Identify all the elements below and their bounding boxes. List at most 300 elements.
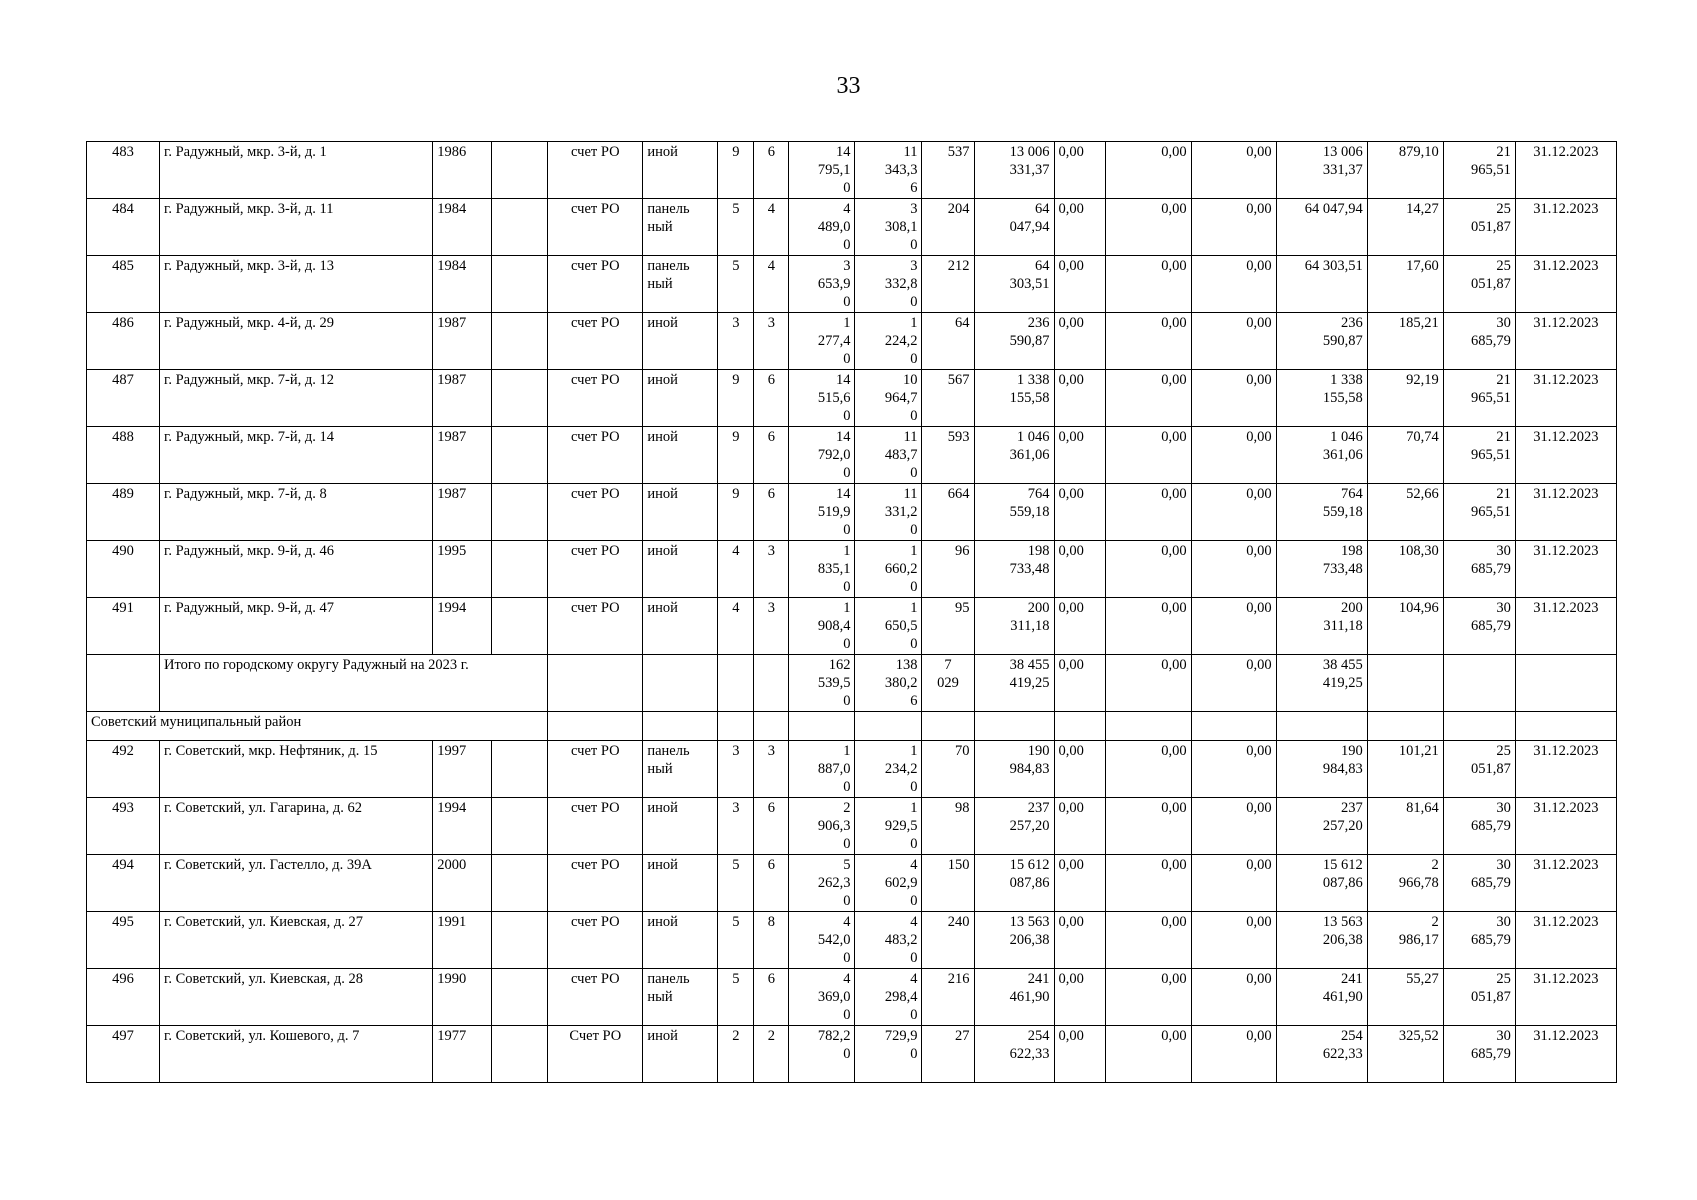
residents-cell: 212 <box>922 256 974 313</box>
empty-cell <box>492 541 548 598</box>
limit-per-m2-cell: 30 685,79 <box>1443 541 1515 598</box>
fund-federal-cell: 0,00 <box>1054 256 1105 313</box>
cost-total-cell: 254 622,33 <box>974 1026 1054 1083</box>
total-area-cell: 4 542,0 0 <box>789 912 855 969</box>
floors-cell: 5 <box>718 256 754 313</box>
empty-cell <box>87 655 160 712</box>
living-area-cell: 4 602,9 0 <box>855 855 922 912</box>
account-cell: счет РО <box>548 199 643 256</box>
empty-cell <box>492 1026 548 1083</box>
fund-local-cell: 0,00 <box>1191 313 1276 370</box>
total-area-cell: 14 792,0 0 <box>789 427 855 484</box>
year-cell: 1987 <box>433 484 492 541</box>
year-cell: 1990 <box>433 969 492 1026</box>
fund-local-cell: 0,00 <box>1191 969 1276 1026</box>
fund-local-cell: 0,00 <box>1191 256 1276 313</box>
deadline-cell: 31.12.2023 <box>1515 199 1616 256</box>
floors-cell: 5 <box>718 912 754 969</box>
empty-cell <box>492 199 548 256</box>
empty-cell <box>789 712 855 741</box>
empty-cell <box>492 798 548 855</box>
cost-total-cell: 1 046 361,06 <box>974 427 1054 484</box>
table-row <box>87 741 1617 798</box>
fund-owners-cell: 236 590,87 <box>1276 313 1367 370</box>
year-cell: 1986 <box>433 142 492 199</box>
wall-material-cell: иной <box>643 313 718 370</box>
entrances-cell: 2 <box>754 1026 789 1083</box>
deadline-cell: 31.12.2023 <box>1515 370 1616 427</box>
entrances-cell: 6 <box>754 427 789 484</box>
fund-regional-cell: 0,00 <box>1105 541 1191 598</box>
wall-material-cell: панель ный <box>643 969 718 1026</box>
fund-federal-cell: 0,00 <box>1054 313 1105 370</box>
table-row <box>87 912 1617 969</box>
fund-owners-cell: 200 311,18 <box>1276 598 1367 655</box>
cost-per-m2-cell: 101,21 <box>1367 741 1443 798</box>
wall-material-cell: иной <box>643 484 718 541</box>
fund-federal-cell: 0,00 <box>1054 427 1105 484</box>
row-number: 493 <box>87 798 160 855</box>
total-area-cell: 14 795,1 0 <box>789 142 855 199</box>
total-area-cell: 2 906,3 0 <box>789 798 855 855</box>
wall-material-cell: иной <box>643 427 718 484</box>
fund-federal-cell: 0,00 <box>1054 370 1105 427</box>
fund-regional-cell: 0,00 <box>1105 912 1191 969</box>
fund-federal-cell: 0,00 <box>1054 199 1105 256</box>
limit-per-m2-cell: 25 051,87 <box>1443 256 1515 313</box>
wall-material-cell: панель ный <box>643 741 718 798</box>
residents-cell: 567 <box>922 370 974 427</box>
residents-cell: 70 <box>922 741 974 798</box>
limit-per-m2-cell: 21 965,51 <box>1443 484 1515 541</box>
total-area-cell: 4 489,0 0 <box>789 199 855 256</box>
account-cell: счет РО <box>548 142 643 199</box>
entrances-cell: 3 <box>754 598 789 655</box>
address-cell: г. Советский, ул. Киевская, д. 28 <box>160 969 433 1026</box>
residents-cell: 593 <box>922 427 974 484</box>
empty-cell <box>548 712 643 741</box>
limit-per-m2-cell: 21 965,51 <box>1443 427 1515 484</box>
floors-cell: 2 <box>718 1026 754 1083</box>
address-cell: г. Радужный, мкр. 9-й, д. 46 <box>160 541 433 598</box>
floors-cell: 4 <box>718 541 754 598</box>
table-body <box>87 142 1617 1083</box>
floors-cell: 3 <box>718 741 754 798</box>
table-row <box>87 484 1617 541</box>
entrances-cell: 4 <box>754 199 789 256</box>
cost-per-m2-cell: 55,27 <box>1367 969 1443 1026</box>
address-cell: г. Советский, ул. Киевская, д. 27 <box>160 912 433 969</box>
row-number: 485 <box>87 256 160 313</box>
entrances-cell: 4 <box>754 256 789 313</box>
cost-total-cell: 1 338 155,58 <box>974 370 1054 427</box>
fund-regional-cell: 0,00 <box>1105 798 1191 855</box>
fund-owners-cell: 38 455 419,25 <box>1276 655 1367 712</box>
account-cell: Счет РО <box>548 1026 643 1083</box>
fund-local-cell: 0,00 <box>1191 912 1276 969</box>
account-cell: счет РО <box>548 313 643 370</box>
table-row <box>87 427 1617 484</box>
fund-owners-cell: 198 733,48 <box>1276 541 1367 598</box>
total-area-cell: 14 519,9 0 <box>789 484 855 541</box>
wall-material-cell: иной <box>643 1026 718 1083</box>
row-number: 496 <box>87 969 160 1026</box>
empty-cell <box>1276 712 1367 741</box>
row-number: 484 <box>87 199 160 256</box>
floors-cell: 9 <box>718 484 754 541</box>
fund-federal-cell: 0,00 <box>1054 855 1105 912</box>
cost-per-m2-cell: 70,74 <box>1367 427 1443 484</box>
year-cell: 2000 <box>433 855 492 912</box>
wall-material-cell: иной <box>643 370 718 427</box>
cost-total-cell: 237 257,20 <box>974 798 1054 855</box>
empty-cell <box>492 741 548 798</box>
deadline-cell: 31.12.2023 <box>1515 798 1616 855</box>
empty-cell <box>1367 655 1443 712</box>
row-number: 497 <box>87 1026 160 1083</box>
limit-per-m2-cell: 30 685,79 <box>1443 855 1515 912</box>
cost-per-m2-cell: 108,30 <box>1367 541 1443 598</box>
residents-cell: 96 <box>922 541 974 598</box>
limit-per-m2-cell: 21 965,51 <box>1443 142 1515 199</box>
wall-material-cell: иной <box>643 142 718 199</box>
living-area-cell: 138 380,2 6 <box>855 655 922 712</box>
empty-cell <box>718 655 754 712</box>
year-cell: 1991 <box>433 912 492 969</box>
row-number: 486 <box>87 313 160 370</box>
year-cell: 1995 <box>433 541 492 598</box>
fund-regional-cell: 0,00 <box>1105 313 1191 370</box>
table-row <box>87 256 1617 313</box>
limit-per-m2-cell: 30 685,79 <box>1443 912 1515 969</box>
deadline-cell: 31.12.2023 <box>1515 313 1616 370</box>
address-cell: г. Радужный, мкр. 7-й, д. 14 <box>160 427 433 484</box>
fund-owners-cell: 241 461,90 <box>1276 969 1367 1026</box>
fund-local-cell: 0,00 <box>1191 427 1276 484</box>
deadline-cell: 31.12.2023 <box>1515 912 1616 969</box>
fund-federal-cell: 0,00 <box>1054 1026 1105 1083</box>
fund-federal-cell: 0,00 <box>1054 655 1105 712</box>
empty-cell <box>643 712 718 741</box>
year-cell: 1994 <box>433 798 492 855</box>
empty-cell <box>548 655 643 712</box>
row-number: 489 <box>87 484 160 541</box>
limit-per-m2-cell: 30 685,79 <box>1443 798 1515 855</box>
limit-per-m2-cell: 25 051,87 <box>1443 199 1515 256</box>
table-row <box>87 313 1617 370</box>
row-number: 492 <box>87 741 160 798</box>
total-area-cell: 1 277,4 0 <box>789 313 855 370</box>
year-cell: 1987 <box>433 313 492 370</box>
total-area-cell: 1 908,4 0 <box>789 598 855 655</box>
empty-cell <box>492 484 548 541</box>
address-cell: г. Радужный, мкр. 4-й, д. 29 <box>160 313 433 370</box>
entrances-cell: 3 <box>754 741 789 798</box>
limit-per-m2-cell: 30 685,79 <box>1443 313 1515 370</box>
account-cell: счет РО <box>548 598 643 655</box>
row-number: 483 <box>87 142 160 199</box>
year-cell: 1994 <box>433 598 492 655</box>
entrances-cell: 6 <box>754 370 789 427</box>
fund-federal-cell: 0,00 <box>1054 484 1105 541</box>
deadline-cell: 31.12.2023 <box>1515 969 1616 1026</box>
year-cell: 1987 <box>433 427 492 484</box>
living-area-cell: 11 343,3 6 <box>855 142 922 199</box>
cost-per-m2-cell: 14,27 <box>1367 199 1443 256</box>
empty-cell <box>492 427 548 484</box>
living-area-cell: 4 483,2 0 <box>855 912 922 969</box>
fund-regional-cell: 0,00 <box>1105 1026 1191 1083</box>
limit-per-m2-cell: 25 051,87 <box>1443 969 1515 1026</box>
fund-local-cell: 0,00 <box>1191 199 1276 256</box>
total-row <box>87 655 1617 712</box>
account-cell: счет РО <box>548 969 643 1026</box>
deadline-cell: 31.12.2023 <box>1515 1026 1616 1083</box>
limit-per-m2-cell: 30 685,79 <box>1443 1026 1515 1083</box>
cost-total-cell: 190 984,83 <box>974 741 1054 798</box>
address-cell: г. Радужный, мкр. 3-й, д. 13 <box>160 256 433 313</box>
empty-cell <box>1105 712 1191 741</box>
cost-per-m2-cell: 325,52 <box>1367 1026 1443 1083</box>
total-area-cell: 5 262,3 0 <box>789 855 855 912</box>
residents-cell: 98 <box>922 798 974 855</box>
total-area-cell: 3 653,9 0 <box>789 256 855 313</box>
fund-local-cell: 0,00 <box>1191 798 1276 855</box>
address-cell: г. Радужный, мкр. 7-й, д. 12 <box>160 370 433 427</box>
fund-owners-cell: 254 622,33 <box>1276 1026 1367 1083</box>
wall-material-cell: иной <box>643 912 718 969</box>
cost-per-m2-cell: 879,10 <box>1367 142 1443 199</box>
total-area-cell: 4 369,0 0 <box>789 969 855 1026</box>
table-row <box>87 969 1617 1026</box>
cost-total-cell: 13 006 331,37 <box>974 142 1054 199</box>
table-row <box>87 370 1617 427</box>
empty-cell <box>1443 655 1515 712</box>
residents-cell: 27 <box>922 1026 974 1083</box>
empty-cell <box>1191 712 1276 741</box>
fund-regional-cell: 0,00 <box>1105 427 1191 484</box>
living-area-cell: 1 929,5 0 <box>855 798 922 855</box>
cost-total-cell: 764 559,18 <box>974 484 1054 541</box>
deadline-cell: 31.12.2023 <box>1515 142 1616 199</box>
fund-regional-cell: 0,00 <box>1105 484 1191 541</box>
fund-regional-cell: 0,00 <box>1105 370 1191 427</box>
cost-total-cell: 38 455 419,25 <box>974 655 1054 712</box>
fund-local-cell: 0,00 <box>1191 541 1276 598</box>
table-row <box>87 798 1617 855</box>
floors-cell: 5 <box>718 199 754 256</box>
wall-material-cell: панель ный <box>643 256 718 313</box>
limit-per-m2-cell: 21 965,51 <box>1443 370 1515 427</box>
fund-local-cell: 0,00 <box>1191 655 1276 712</box>
fund-federal-cell: 0,00 <box>1054 912 1105 969</box>
living-area-cell: 3 308,1 0 <box>855 199 922 256</box>
address-cell: г. Радужный, мкр. 3-й, д. 11 <box>160 199 433 256</box>
row-number: 491 <box>87 598 160 655</box>
wall-material-cell: иной <box>643 541 718 598</box>
fund-federal-cell: 0,00 <box>1054 798 1105 855</box>
empty-cell <box>492 370 548 427</box>
empty-cell <box>492 969 548 1026</box>
deadline-cell: 31.12.2023 <box>1515 598 1616 655</box>
deadline-cell: 31.12.2023 <box>1515 484 1616 541</box>
address-cell: г. Радужный, мкр. 3-й, д. 1 <box>160 142 433 199</box>
year-cell: 1984 <box>433 199 492 256</box>
residents-cell: 664 <box>922 484 974 541</box>
cost-total-cell: 198 733,48 <box>974 541 1054 598</box>
table-row <box>87 598 1617 655</box>
account-cell: счет РО <box>548 484 643 541</box>
fund-federal-cell: 0,00 <box>1054 541 1105 598</box>
empty-cell <box>974 712 1054 741</box>
living-area-cell: 1 650,5 0 <box>855 598 922 655</box>
residents-cell: 204 <box>922 199 974 256</box>
fund-owners-cell: 1 046 361,06 <box>1276 427 1367 484</box>
floors-cell: 3 <box>718 798 754 855</box>
year-cell: 1997 <box>433 741 492 798</box>
empty-cell <box>1515 712 1616 741</box>
fund-regional-cell: 0,00 <box>1105 598 1191 655</box>
fund-regional-cell: 0,00 <box>1105 855 1191 912</box>
living-area-cell: 1 234,2 0 <box>855 741 922 798</box>
living-area-cell: 3 332,8 0 <box>855 256 922 313</box>
row-number: 488 <box>87 427 160 484</box>
limit-per-m2-cell: 30 685,79 <box>1443 598 1515 655</box>
fund-local-cell: 0,00 <box>1191 370 1276 427</box>
wall-material-cell: панель ный <box>643 199 718 256</box>
section-title: Советский муниципальный район <box>87 712 548 741</box>
living-area-cell: 1 224,2 0 <box>855 313 922 370</box>
cost-total-cell: 200 311,18 <box>974 598 1054 655</box>
empty-cell <box>492 912 548 969</box>
cost-total-cell: 15 612 087,86 <box>974 855 1054 912</box>
account-cell: счет РО <box>548 912 643 969</box>
empty-cell <box>643 655 718 712</box>
year-cell: 1977 <box>433 1026 492 1083</box>
year-cell: 1984 <box>433 256 492 313</box>
row-number: 494 <box>87 855 160 912</box>
fund-owners-cell: 15 612 087,86 <box>1276 855 1367 912</box>
limit-per-m2-cell: 25 051,87 <box>1443 741 1515 798</box>
total-label: Итого по городскому округу Радужный на 2023 г. <box>160 655 548 712</box>
fund-local-cell: 0,00 <box>1191 142 1276 199</box>
table-row <box>87 1026 1617 1083</box>
floors-cell: 5 <box>718 855 754 912</box>
empty-cell <box>1367 712 1443 741</box>
residents-cell: 537 <box>922 142 974 199</box>
entrances-cell: 8 <box>754 912 789 969</box>
cost-per-m2-cell: 104,96 <box>1367 598 1443 655</box>
empty-cell <box>1443 712 1515 741</box>
address-cell: г. Советский, ул. Кошевого, д. 7 <box>160 1026 433 1083</box>
cost-per-m2-cell: 2 986,17 <box>1367 912 1443 969</box>
empty-cell <box>754 655 789 712</box>
account-cell: счет РО <box>548 370 643 427</box>
empty-cell <box>492 855 548 912</box>
account-cell: счет РО <box>548 798 643 855</box>
account-cell: счет РО <box>548 855 643 912</box>
entrances-cell: 6 <box>754 969 789 1026</box>
entrances-cell: 3 <box>754 313 789 370</box>
fund-regional-cell: 0,00 <box>1105 969 1191 1026</box>
section-header-row <box>87 712 1617 741</box>
cost-total-cell: 64 303,51 <box>974 256 1054 313</box>
fund-regional-cell: 0,00 <box>1105 741 1191 798</box>
deadline-cell: 31.12.2023 <box>1515 256 1616 313</box>
residents-cell: 7 029 <box>922 655 974 712</box>
total-area-cell: 14 515,6 0 <box>789 370 855 427</box>
total-area-cell: 162 539,5 0 <box>789 655 855 712</box>
row-number: 487 <box>87 370 160 427</box>
deadline-cell: 31.12.2023 <box>1515 855 1616 912</box>
fund-federal-cell: 0,00 <box>1054 969 1105 1026</box>
fund-owners-cell: 64 303,51 <box>1276 256 1367 313</box>
fund-regional-cell: 0,00 <box>1105 142 1191 199</box>
address-cell: г. Радужный, мкр. 9-й, д. 47 <box>160 598 433 655</box>
year-cell: 1987 <box>433 370 492 427</box>
entrances-cell: 6 <box>754 484 789 541</box>
fund-local-cell: 0,00 <box>1191 1026 1276 1083</box>
fund-federal-cell: 0,00 <box>1054 598 1105 655</box>
empty-cell <box>718 712 754 741</box>
floors-cell: 9 <box>718 370 754 427</box>
living-area-cell: 729,9 0 <box>855 1026 922 1083</box>
empty-cell <box>1054 712 1105 741</box>
entrances-cell: 6 <box>754 142 789 199</box>
fund-local-cell: 0,00 <box>1191 484 1276 541</box>
floors-cell: 4 <box>718 598 754 655</box>
empty-cell <box>492 256 548 313</box>
table-row <box>87 541 1617 598</box>
account-cell: счет РО <box>548 427 643 484</box>
living-area-cell: 1 660,2 0 <box>855 541 922 598</box>
deadline-cell: 31.12.2023 <box>1515 741 1616 798</box>
fund-owners-cell: 64 047,94 <box>1276 199 1367 256</box>
fund-owners-cell: 190 984,83 <box>1276 741 1367 798</box>
floors-cell: 9 <box>718 142 754 199</box>
account-cell: счет РО <box>548 741 643 798</box>
cost-total-cell: 236 590,87 <box>974 313 1054 370</box>
residents-cell: 150 <box>922 855 974 912</box>
empty-cell <box>492 598 548 655</box>
living-area-cell: 4 298,4 0 <box>855 969 922 1026</box>
total-area-cell: 1 887,0 0 <box>789 741 855 798</box>
living-area-cell: 10 964,7 0 <box>855 370 922 427</box>
floors-cell: 5 <box>718 969 754 1026</box>
total-area-cell: 1 835,1 0 <box>789 541 855 598</box>
fund-owners-cell: 13 006 331,37 <box>1276 142 1367 199</box>
total-area-cell: 782,2 0 <box>789 1026 855 1083</box>
cost-per-m2-cell: 52,66 <box>1367 484 1443 541</box>
floors-cell: 3 <box>718 313 754 370</box>
deadline-cell: 31.12.2023 <box>1515 541 1616 598</box>
table-row <box>87 142 1617 199</box>
living-area-cell: 11 331,2 0 <box>855 484 922 541</box>
empty-cell <box>922 712 974 741</box>
fund-regional-cell: 0,00 <box>1105 256 1191 313</box>
fund-regional-cell: 0,00 <box>1105 655 1191 712</box>
residents-cell: 240 <box>922 912 974 969</box>
deadline-cell: 31.12.2023 <box>1515 427 1616 484</box>
address-cell: г. Советский, ул. Гастелло, д. 39А <box>160 855 433 912</box>
cost-per-m2-cell: 185,21 <box>1367 313 1443 370</box>
row-number: 495 <box>87 912 160 969</box>
fund-owners-cell: 237 257,20 <box>1276 798 1367 855</box>
entrances-cell: 6 <box>754 855 789 912</box>
cost-per-m2-cell: 92,19 <box>1367 370 1443 427</box>
fund-local-cell: 0,00 <box>1191 741 1276 798</box>
residents-cell: 216 <box>922 969 974 1026</box>
